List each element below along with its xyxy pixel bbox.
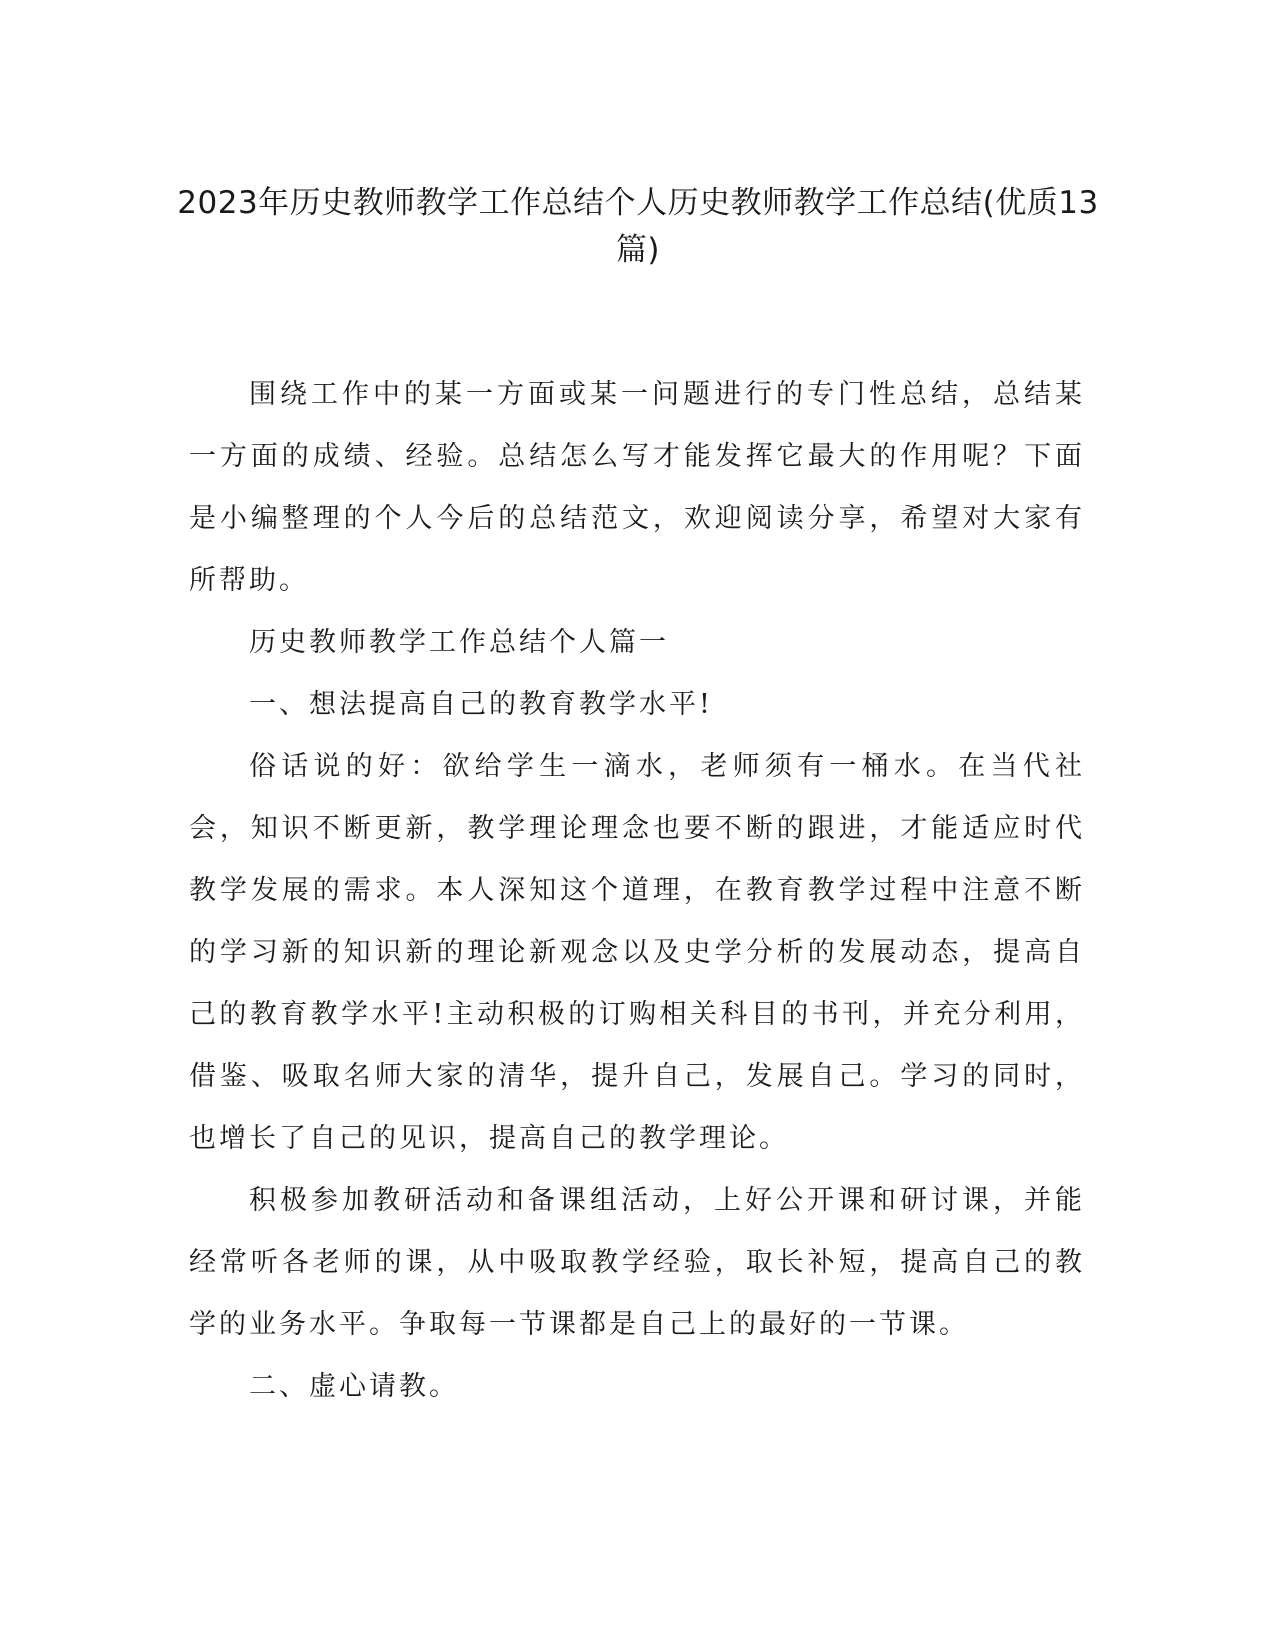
paragraph-intro: 围绕工作中的某一方面或某一问题进行的专门性总结，总结某一方面的成绩、经验。总结怎么写才能发挥它最大的作用呢？下面是小编整理的个人今后的总结范文，欢迎阅读分享，希望对大家有所帮助。 [189,379,1085,596]
paragraph-body: 俗话说的好：欲给学生一滴水，老师须有一桶水。在当代社会，知识不断更新，教学理论理念也要不断的跟进，才能适应时代教学发展的需求。本人深知这个道理，在教育教学过程中注意不断的学习新的知识新的理论新观念以及史学分析的发展动态，提高自己的教育教学水平!主动积极的订购相关科目的书刊，并充分利用，借鉴、吸取名师大家的清华，提升自己，发展自己。学习的同时，也增长了自己的见识，提高自己的教学理论。 [189,751,1085,1154]
section-heading: 历史教师教学工作总结个人篇一 [249,627,669,658]
document-title: 2023年历史教师教学工作总结个人历史教师教学工作总结(优质13篇) [177,185,1099,268]
paragraph-body: 积极参加教研活动和备课组活动，上好公开课和研讨课，并能经常听各老师的课，从中吸取教学经验，取长补短，提高自己的教学的业务水平。争取每一节课都是自己上的最好的一节课。 [189,1185,1085,1340]
subheading-one: 一、想法提高自己的教育教学水平! [249,689,713,720]
subheading-two: 二、虚心请教。 [249,1371,459,1402]
document-body [189,364,1085,1418]
